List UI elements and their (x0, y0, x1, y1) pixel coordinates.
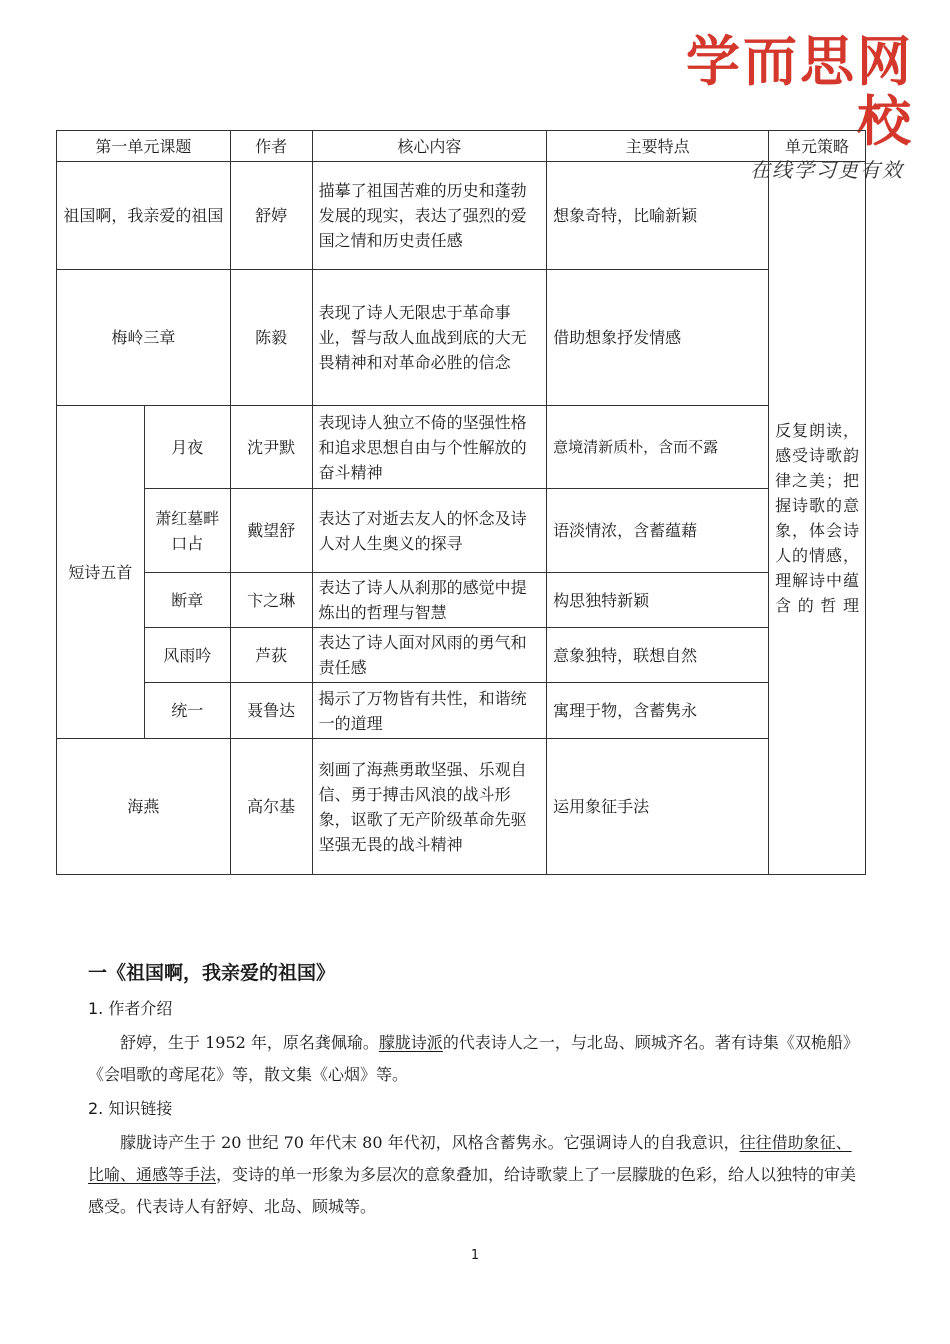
poem-feature: 意象独特，联想自然 (547, 628, 769, 683)
page-number: 1 (470, 1248, 480, 1263)
poem-title: 梅岭三章 (57, 270, 231, 406)
poem-author: 沈尹默 (230, 406, 312, 489)
poem-author: 聂鲁达 (230, 683, 312, 739)
table-row (57, 573, 866, 628)
poem-author: 卞之琳 (230, 573, 312, 628)
unit-strategy: 反复朗读，感受诗歌韵律之美；把握诗歌的意象，体会诗人的情感，理解诗中蕴含的哲理 (769, 162, 866, 875)
poem-author: 高尔基 (230, 739, 312, 875)
table-row (57, 489, 866, 573)
knowledge-link-paragraph (88, 1127, 864, 1223)
text-span: 舒婷，生于 1952 年，原名龚佩瑜。 (120, 1033, 379, 1052)
table-row (57, 628, 866, 683)
poem-feature: 意境清新质朴，含而不露 (547, 406, 769, 489)
header-strategy: 单元策略 (769, 131, 866, 162)
poem-author: 芦荻 (230, 628, 312, 683)
poem-title: 断章 (144, 573, 230, 628)
logo-slogan: 在线学习更有效 (750, 158, 904, 182)
poem-feature: 构思独特新颖 (547, 573, 769, 628)
table-row (57, 162, 866, 270)
poem-feature: 运用象征手法 (547, 739, 769, 875)
poem-title: 祖国啊，我亲爱的祖国 (57, 162, 231, 270)
header-author: 作者 (230, 131, 312, 162)
poem-content: 表现诗人独立不倚的坚强性格和追求思想自由与个性解放的奋斗精神 (312, 406, 547, 489)
poem-content: 描摹了祖国苦难的历史和蓬勃发展的现实，表达了强烈的爱国之情和历史责任感 (312, 162, 547, 270)
unit-summary-table (56, 130, 866, 875)
underlined-phrase: 往往借助象征、比喻、通感等手法 (88, 1133, 852, 1184)
header-content: 核心内容 (312, 131, 547, 162)
text-span: ，变诗的单一形象为多层次的意象叠加，给诗歌蒙上了一层朦胧的色彩，给人以独特的审美感受。代表诗人有舒婷、北岛、顾城等。 (88, 1165, 857, 1216)
poem-title: 月夜 (144, 406, 230, 489)
table-row (57, 406, 866, 489)
poem-feature: 寓理于物，含蓄隽永 (547, 683, 769, 739)
poem-title: 风雨吟 (144, 628, 230, 683)
lesson-section (88, 958, 864, 1223)
header-feature: 主要特点 (547, 131, 769, 162)
text-span: 朦胧诗产生于 20 世纪 70 年代末 80 年代初，风格含蓄隽永。它强调诗人的自我意识， (120, 1133, 740, 1152)
section-title: 一《祖国啊，我亲爱的祖国》 (88, 962, 336, 984)
poem-group-title: 短诗五首 (57, 406, 145, 739)
poem-content: 揭示了万物皆有共性，和谐统一的道理 (312, 683, 547, 739)
poem-author: 戴望舒 (230, 489, 312, 573)
knowledge-link-heading: 2. 知识链接 (88, 1099, 173, 1118)
poem-content: 表现了诗人无限忠于革命事业，誓与敌人血战到底的大无畏精神和对革命必胜的信念 (312, 270, 547, 406)
poem-content: 刻画了海燕勇敢坚强、乐观自信、勇于搏击风浪的战斗形象，讴歌了无产阶级革命先驱坚强无畏的战斗精神 (312, 739, 547, 875)
author-intro-paragraph (88, 1027, 864, 1091)
header-topic: 第一单元课题 (57, 131, 231, 162)
poem-author: 陈毅 (230, 270, 312, 406)
underlined-term: 朦胧诗派 (378, 1033, 443, 1052)
poem-feature: 语淡情浓，含蓄蕴藉 (547, 489, 769, 573)
author-intro-heading: 1. 作者介绍 (88, 999, 173, 1018)
poem-author: 舒婷 (230, 162, 312, 270)
poem-title: 萧红墓畔口占 (144, 489, 230, 573)
poem-title: 海燕 (57, 739, 231, 875)
poem-content: 表达了对逝去友人的怀念及诗人对人生奥义的探寻 (312, 489, 547, 573)
table-row (57, 270, 866, 406)
table-header-row (57, 131, 866, 162)
logo-text: 学而思网校 (686, 30, 914, 153)
table-row (57, 683, 866, 739)
poem-feature: 借助想象抒发情感 (547, 270, 769, 406)
text-span: 的代表诗人之一，与北岛、顾城齐名。著有诗集《双桅船》《会唱歌的鸢尾花》等，散文集《心烟》等。 (88, 1033, 859, 1084)
poem-content: 表达了诗人从刹那的感觉中提炼出的哲理与智慧 (312, 573, 547, 628)
table-row (57, 739, 866, 875)
poem-title: 统一 (144, 683, 230, 739)
poem-content: 表达了诗人面对风雨的勇气和责任感 (312, 628, 547, 683)
poem-feature: 想象奇特，比喻新颖 (547, 162, 769, 270)
